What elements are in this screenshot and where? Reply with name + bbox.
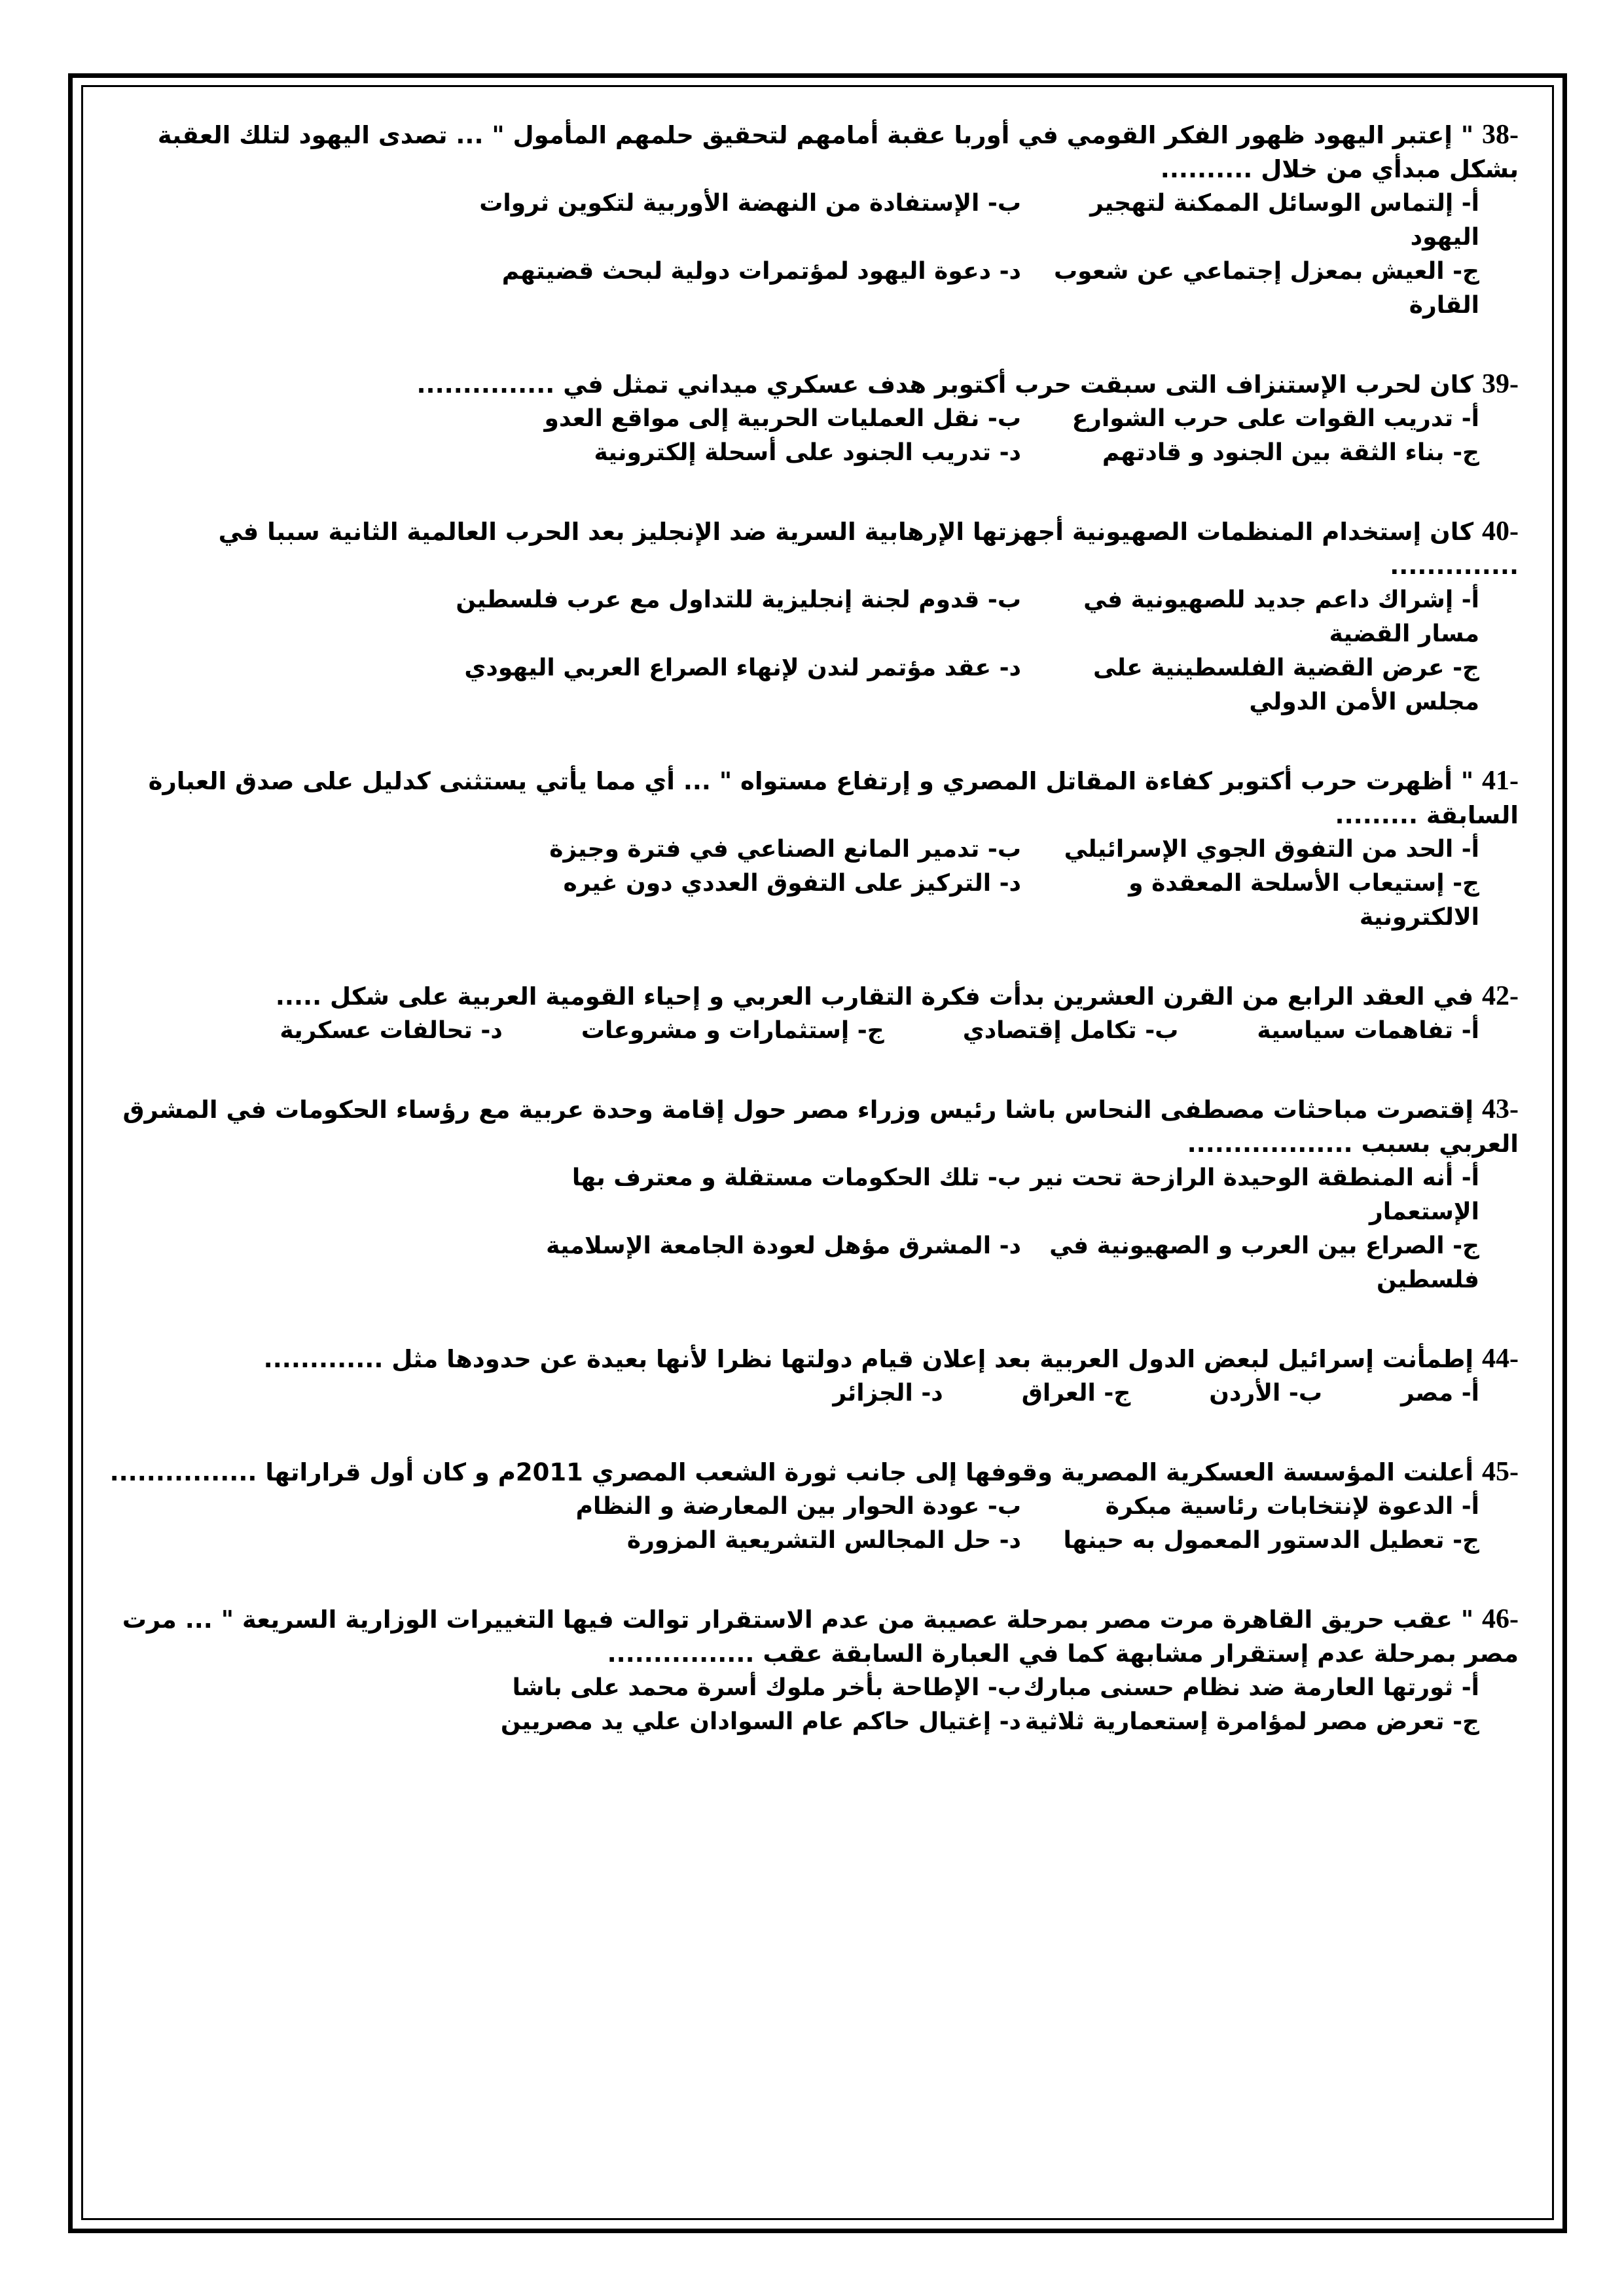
question-45 xyxy=(105,1455,1519,1558)
option-d: د- المشرق مؤهل لعودة الجامعة الإسلامية xyxy=(546,1232,1021,1259)
question-number: 38- xyxy=(1482,120,1519,150)
option-b: ب- تدمير المانع الصناعي في فترة وجيزة xyxy=(549,836,1021,863)
option-c: ج- عرض القضية الفلسطينية على مجلس الأمن الدولي xyxy=(1093,655,1479,715)
option-b: ب- الإطاحة بأخر ملوك أسرة محمد على باشا xyxy=(512,1674,1021,1701)
option-d: د- عقد مؤتمر لندن لإنهاء الصراع العربي اليهودي xyxy=(464,655,1021,681)
option-d: د- تحالفات عسكرية xyxy=(280,1017,503,1044)
question-number: 39- xyxy=(1482,369,1519,399)
option-c: ج- الصراع بين العرب و الصهيونية في فلسطين xyxy=(1049,1232,1479,1293)
question-number: 43- xyxy=(1482,1094,1519,1124)
option-b: ب- تكامل إقتصادي xyxy=(962,1017,1179,1044)
option-b: ب- الإستفادة من النهضة الأوربية لتكوين ثروات xyxy=(479,190,1021,217)
option-b: ب- الأردن xyxy=(1209,1380,1323,1407)
option-a: أ- إلتماس الوسائل الممكنة لتهجير اليهود xyxy=(1090,190,1479,251)
question-number: 44- xyxy=(1482,1344,1519,1374)
option-d: د- التركيز على التفوق العددي دون غيره xyxy=(563,870,1021,897)
option-c: ج- بناء الثقة بين الجنود و قادتهم xyxy=(1102,439,1479,466)
question-40 xyxy=(105,514,1519,719)
option-b: ب- عودة الحوار بين المعارضة و النظام xyxy=(575,1493,1021,1520)
option-c: ج- إستيعاب الأسلحة المعقدة و الالكترونية xyxy=(1128,870,1479,931)
question-number: 40- xyxy=(1482,516,1519,547)
question-41 xyxy=(105,764,1519,935)
question-stem: " إعتبر اليهود ظهور الفكر القومي في أوربا عقبة أمامهم لتحقيق حلمهم المأمول " ... تصدى اليهود لتلك العقبة بشكل مبدأي من خلال .......... xyxy=(157,121,1519,183)
option-c: ج- إستثمارات و مشروعات xyxy=(581,1017,884,1044)
question-stem: كان إستخدام المنظمات الصهيونية أجهزتها الإرهابية السرية ضد الإنجليز بعد الحرب العالمية الثانية سببا في .............. xyxy=(218,518,1519,580)
question-number: 41- xyxy=(1482,766,1519,796)
option-b: ب- قدوم لجنة إنجليزية للتداول مع عرب فلسطين xyxy=(456,586,1021,613)
option-a: أ- الحد من التفوق الجوي الإسرائيلي xyxy=(1064,836,1479,863)
question-stem: كان لحرب الإستنزاف التى سبقت حرب أكتوبر هدف عسكري ميداني تمثل في ............... xyxy=(416,370,1474,399)
question-stem: في العقد الرابع من القرن العشرين بدأت فكرة التقارب العربي و إحياء القومية العربية على شكل ..... xyxy=(275,982,1474,1011)
question-38 xyxy=(105,118,1519,323)
question-39 xyxy=(105,367,1519,470)
option-d: د- إغتيال حاكم عام السوادان علي يد مصريين xyxy=(500,1708,1021,1735)
option-a: أ- أنه المنطقة الوحيدة الرازحة تحت نير الإستعمار xyxy=(1030,1164,1479,1225)
question-46 xyxy=(105,1602,1519,1739)
question-number: 45- xyxy=(1482,1457,1519,1487)
option-a: أ- الدعوة لإنتخابات رئاسية مبكرة xyxy=(1105,1493,1479,1520)
question-43 xyxy=(105,1092,1519,1297)
question-number: 46- xyxy=(1482,1604,1519,1634)
option-c: ج- تعطيل الدستور المعمول به حينها xyxy=(1063,1527,1479,1554)
option-c: ج- تعرض مصر لمؤامرة إستعمارية ثلاثية xyxy=(1024,1708,1479,1735)
option-a: أ- ثورتها العارمة ضد نظام حسنى مبارك xyxy=(1023,1674,1479,1701)
option-a: أ- مصر xyxy=(1401,1380,1479,1407)
option-d: د- دعوة اليهود لمؤتمرات دولية لبحث قضيتهم xyxy=(501,258,1021,285)
option-a: أ- تفاهمات سياسية xyxy=(1257,1017,1479,1044)
question-stem: أعلنت المؤسسة العسكرية المصرية وقوفها إلى جانب ثورة الشعب المصري 2011م و كان أول قراراتها ................ xyxy=(109,1458,1474,1486)
questions-list xyxy=(105,118,1519,1784)
question-42 xyxy=(105,979,1519,1048)
option-b: ب- نقل العمليات الحربية إلى مواقع العدو xyxy=(544,405,1021,432)
option-b: ب- تلك الحكومات مستقلة و معترف بها xyxy=(571,1164,1021,1191)
question-stem: " عقب حريق القاهرة مرت مصر بمرحلة عصيبة من عدم الاستقرار توالت فيها التغييرات الوزارية السريعة " ... مرت مصر بمرحلة عدم إستقرار مشابهة كما في العبارة السابقة عقب ................ xyxy=(122,1605,1519,1668)
option-a: أ- تدريب القوات على حرب الشوارع xyxy=(1072,405,1479,432)
question-number: 42- xyxy=(1482,981,1519,1011)
question-44 xyxy=(105,1342,1519,1410)
option-a: أ- إشراك داعم جديد للصهيونية في مسار القضية xyxy=(1083,586,1479,647)
question-stem: إقتصرت مباحثات مصطفى النحاس باشا رئيس وزراء مصر حول إقامة وحدة عربية مع رؤساء الحكومات في المشرق العربي بسبب .................. xyxy=(122,1096,1519,1158)
option-c: ج- العراق xyxy=(1021,1380,1131,1407)
question-stem: إطمأنت إسرائيل لبعض الدول العربية بعد إعلان قيام دولتها نظرا لأنها بعيدة عن حدودها مثل ............. xyxy=(263,1345,1474,1373)
question-stem: " أظهرت حرب أكتوبر كفاءة المقاتل المصري و إرتفاع مستواه " ... أي مما يأتي يستثنى كدليل على صدق العبارة السابقة ......... xyxy=(148,767,1519,829)
option-d: د- تدريب الجنود على أسحلة إلكترونية xyxy=(594,439,1021,466)
option-c: ج- العيش بمعزل إجتماعي عن شعوب القارة xyxy=(1053,258,1479,319)
option-d: د- الجزائر xyxy=(833,1380,943,1407)
option-d: د- حل المجالس التشريعية المزورة xyxy=(626,1527,1021,1554)
